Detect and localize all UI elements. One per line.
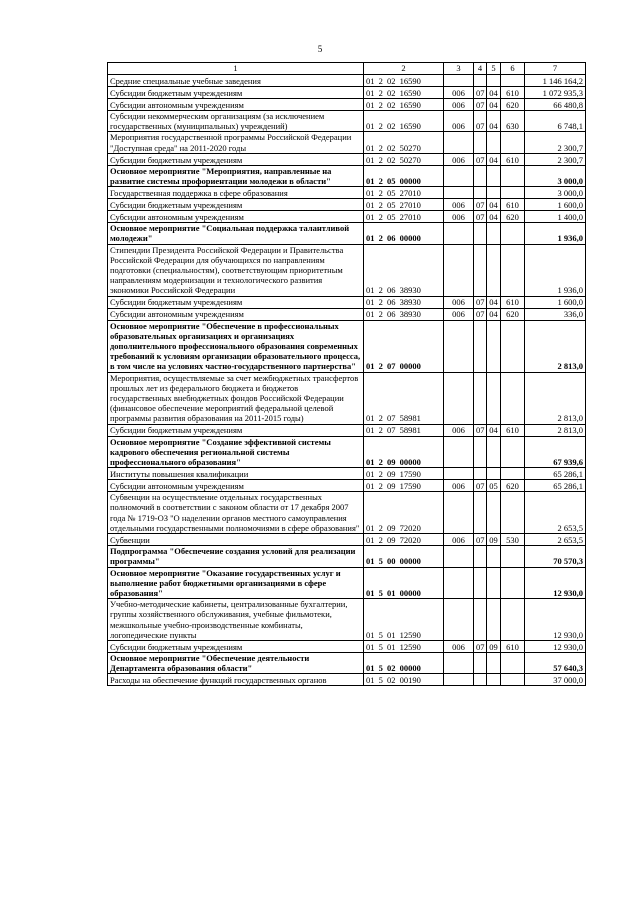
cell-amount: 1 072 935,3 xyxy=(525,87,586,99)
cell-amount: 2 813,0 xyxy=(525,320,586,372)
cell-c4 xyxy=(474,187,487,199)
cell-c3: 006 xyxy=(444,308,474,320)
cell-code: 01 2 05 27010 xyxy=(364,199,444,211)
cell-c3: 006 xyxy=(444,534,474,546)
cell-amount: 1 936,0 xyxy=(525,244,586,296)
header-cell: 2 xyxy=(364,63,444,75)
cell-c6 xyxy=(501,132,525,153)
cell-code: 01 2 06 38930 xyxy=(364,296,444,308)
cell-c4: 07 xyxy=(474,424,487,436)
cell-amount: 2 653,5 xyxy=(525,492,586,534)
cell-c4 xyxy=(474,674,487,686)
cell-name: Субсидии некоммерческим организациям (за исключением государственных (муниципальных) учреждений) xyxy=(108,111,364,132)
cell-c3 xyxy=(444,320,474,372)
cell-c3 xyxy=(444,187,474,199)
cell-code: 01 2 09 72020 xyxy=(364,492,444,534)
cell-c4 xyxy=(474,652,487,673)
table-row xyxy=(108,652,586,673)
cell-c5 xyxy=(487,468,501,480)
cell-amount: 3 000,0 xyxy=(525,187,586,199)
cell-name: Субсидии бюджетным учреждениям xyxy=(108,87,364,99)
cell-c6: 610 xyxy=(501,424,525,436)
cell-name: Основное мероприятие "Оказание государственных услуг и выполнение работ бюджетными организациями в сфере образования" xyxy=(108,567,364,599)
cell-c5: 09 xyxy=(487,534,501,546)
cell-code: 01 5 02 00190 xyxy=(364,674,444,686)
header-row xyxy=(108,63,586,75)
budget-table-body xyxy=(108,63,586,686)
cell-amount: 66 480,8 xyxy=(525,99,586,111)
cell-amount: 2 813,0 xyxy=(525,372,586,424)
cell-c6: 610 xyxy=(501,153,525,165)
cell-c3 xyxy=(444,567,474,599)
cell-c3: 006 xyxy=(444,480,474,492)
cell-c5: 04 xyxy=(487,211,501,223)
cell-c6 xyxy=(501,223,525,244)
cell-c5: 04 xyxy=(487,87,501,99)
header-cell: 5 xyxy=(487,63,501,75)
cell-code: 01 5 01 00000 xyxy=(364,567,444,599)
cell-code: 01 2 07 58981 xyxy=(364,424,444,436)
table-row xyxy=(108,599,586,641)
cell-code: 01 2 05 27010 xyxy=(364,211,444,223)
cell-c3: 006 xyxy=(444,199,474,211)
table-row xyxy=(108,199,586,211)
cell-amount: 67 939,6 xyxy=(525,436,586,468)
cell-c6: 530 xyxy=(501,534,525,546)
cell-c5 xyxy=(487,244,501,296)
cell-name: Субсидии бюджетным учреждениям xyxy=(108,424,364,436)
cell-amount: 3 000,0 xyxy=(525,165,586,186)
cell-name: Субсидии бюджетным учреждениям xyxy=(108,153,364,165)
table-row xyxy=(108,308,586,320)
cell-c4 xyxy=(474,223,487,244)
cell-c5: 04 xyxy=(487,199,501,211)
cell-code: 01 2 02 16590 xyxy=(364,111,444,132)
cell-name: Субсидии автономным учреждениям xyxy=(108,99,364,111)
cell-name: Стипендии Президента Российской Федерации и Правительства Российской Федерации для обучающихся по направлениям подготовки (специальностям), соответствующим приоритетным направлениям модернизации и технологического развития экономики Российской Федерации xyxy=(108,244,364,296)
header-cell: 3 xyxy=(444,63,474,75)
table-row xyxy=(108,674,586,686)
cell-c5: 04 xyxy=(487,308,501,320)
cell-c4: 07 xyxy=(474,153,487,165)
cell-c4 xyxy=(474,567,487,599)
cell-c4: 07 xyxy=(474,480,487,492)
cell-code: 01 2 05 27010 xyxy=(364,187,444,199)
cell-code: 01 2 07 00000 xyxy=(364,320,444,372)
budget-table xyxy=(107,62,586,686)
table-row xyxy=(108,480,586,492)
cell-amount: 6 748,1 xyxy=(525,111,586,132)
cell-c5 xyxy=(487,599,501,641)
cell-amount: 1 936,0 xyxy=(525,223,586,244)
cell-c4 xyxy=(474,546,487,567)
cell-amount: 12 930,0 xyxy=(525,567,586,599)
cell-c4: 07 xyxy=(474,99,487,111)
table-row xyxy=(108,436,586,468)
cell-amount: 1 600,0 xyxy=(525,296,586,308)
cell-c3 xyxy=(444,546,474,567)
cell-c4 xyxy=(474,436,487,468)
cell-c6: 620 xyxy=(501,308,525,320)
cell-c5: 04 xyxy=(487,111,501,132)
cell-c6 xyxy=(501,492,525,534)
cell-name: Субсидии автономным учреждениям xyxy=(108,308,364,320)
cell-c6: 620 xyxy=(501,99,525,111)
cell-amount: 1 600,0 xyxy=(525,199,586,211)
cell-c5 xyxy=(487,372,501,424)
cell-code: 01 5 01 12590 xyxy=(364,599,444,641)
cell-c6 xyxy=(501,599,525,641)
cell-name: Подпрограмма "Обеспечение создания условий для реализации программы" xyxy=(108,546,364,567)
cell-c5 xyxy=(487,132,501,153)
cell-c3: 006 xyxy=(444,153,474,165)
table-row xyxy=(108,187,586,199)
cell-c5 xyxy=(487,436,501,468)
cell-c5 xyxy=(487,320,501,372)
cell-c5: 04 xyxy=(487,99,501,111)
cell-code: 01 5 00 00000 xyxy=(364,546,444,567)
cell-c6 xyxy=(501,567,525,599)
cell-amount: 2 653,5 xyxy=(525,534,586,546)
table-row xyxy=(108,244,586,296)
cell-amount: 65 286,1 xyxy=(525,468,586,480)
table-row xyxy=(108,223,586,244)
table-row xyxy=(108,640,586,652)
cell-c6 xyxy=(501,320,525,372)
cell-c3: 006 xyxy=(444,211,474,223)
cell-c3 xyxy=(444,652,474,673)
cell-name: Расходы на обеспечение функций государственных органов xyxy=(108,674,364,686)
header-cell: 6 xyxy=(501,63,525,75)
table-row xyxy=(108,99,586,111)
table-row xyxy=(108,567,586,599)
cell-c5 xyxy=(487,492,501,534)
cell-code: 01 2 02 50270 xyxy=(364,153,444,165)
cell-amount: 1 400,0 xyxy=(525,211,586,223)
cell-name: Средние специальные учебные заведения xyxy=(108,75,364,87)
header-cell: 4 xyxy=(474,63,487,75)
cell-c5 xyxy=(487,567,501,599)
cell-c6: 620 xyxy=(501,211,525,223)
cell-name: Основное мероприятие "Обеспечение в профессиональных образовательных организациях и организациях дополнительного профессионального образования современных требований к условиям организации образовательного процесса, в том числе на условиях частно-государственного партнерства" xyxy=(108,320,364,372)
cell-c5: 04 xyxy=(487,296,501,308)
cell-c3: 006 xyxy=(444,99,474,111)
cell-code: 01 2 09 17590 xyxy=(364,480,444,492)
cell-c4 xyxy=(474,165,487,186)
cell-c6: 620 xyxy=(501,480,525,492)
cell-c3 xyxy=(444,75,474,87)
table-row xyxy=(108,87,586,99)
cell-amount: 2 300,7 xyxy=(525,132,586,153)
cell-amount: 12 930,0 xyxy=(525,640,586,652)
cell-c6 xyxy=(501,652,525,673)
cell-code: 01 2 02 16590 xyxy=(364,99,444,111)
cell-c4 xyxy=(474,599,487,641)
cell-code: 01 2 02 16590 xyxy=(364,75,444,87)
cell-amount: 2 813,0 xyxy=(525,424,586,436)
cell-c5 xyxy=(487,187,501,199)
header-cell: 7 xyxy=(525,63,586,75)
cell-code: 01 2 06 38930 xyxy=(364,308,444,320)
cell-c6 xyxy=(501,674,525,686)
cell-c6 xyxy=(501,165,525,186)
cell-c5 xyxy=(487,546,501,567)
table-row xyxy=(108,546,586,567)
table-row xyxy=(108,132,586,153)
cell-name: Субсидии автономным учреждениям xyxy=(108,480,364,492)
cell-c4: 07 xyxy=(474,534,487,546)
cell-code: 01 2 09 72020 xyxy=(364,534,444,546)
cell-c6 xyxy=(501,468,525,480)
cell-name: Мероприятия государственной программы Российской Федерации "Доступная среда" на 2011-2020 годы xyxy=(108,132,364,153)
cell-code: 01 2 02 16590 xyxy=(364,87,444,99)
cell-name: Субсидии бюджетным учреждениям xyxy=(108,199,364,211)
cell-c3: 006 xyxy=(444,640,474,652)
cell-code: 01 2 09 00000 xyxy=(364,436,444,468)
cell-name: Субвенции xyxy=(108,534,364,546)
cell-c3 xyxy=(444,674,474,686)
cell-name: Основное мероприятие "Обеспечение деятельности Департамента образования области" xyxy=(108,652,364,673)
cell-name: Субвенции на осуществление отдельных государственных полномочий в соответствии с законом области от 17 декабря 2007 года № 1719-ОЗ "О наделении органов местного самоуправления отдельными государственными полномочиями в сфере образования" xyxy=(108,492,364,534)
cell-c3 xyxy=(444,492,474,534)
cell-c3 xyxy=(444,468,474,480)
cell-c6 xyxy=(501,546,525,567)
cell-c6: 610 xyxy=(501,640,525,652)
table-row xyxy=(108,296,586,308)
cell-name: Субсидии автономным учреждениям xyxy=(108,211,364,223)
table-row xyxy=(108,372,586,424)
cell-amount: 37 000,0 xyxy=(525,674,586,686)
cell-c4 xyxy=(474,492,487,534)
cell-c4: 07 xyxy=(474,640,487,652)
cell-c6 xyxy=(501,372,525,424)
cell-code: 01 2 05 00000 xyxy=(364,165,444,186)
cell-c4 xyxy=(474,132,487,153)
cell-amount: 70 570,3 xyxy=(525,546,586,567)
cell-c3: 006 xyxy=(444,111,474,132)
cell-c6: 610 xyxy=(501,199,525,211)
cell-c4: 07 xyxy=(474,199,487,211)
cell-name: Учебно-методические кабинеты, централизованные бухгалтерии, группы хозяйственного обслуживания, учебные фильмотеки, межшкольные учебно-производственные комбинаты, логопедические пункты xyxy=(108,599,364,641)
cell-amount: 2 300,7 xyxy=(525,153,586,165)
cell-c4: 07 xyxy=(474,211,487,223)
cell-c5: 09 xyxy=(487,640,501,652)
cell-c5 xyxy=(487,75,501,87)
cell-c4 xyxy=(474,320,487,372)
cell-c3 xyxy=(444,599,474,641)
cell-name: Субсидии бюджетным учреждениям xyxy=(108,640,364,652)
cell-c5 xyxy=(487,165,501,186)
cell-c5 xyxy=(487,223,501,244)
cell-amount: 336,0 xyxy=(525,308,586,320)
cell-c6: 610 xyxy=(501,87,525,99)
cell-c3 xyxy=(444,132,474,153)
cell-name: Субсидии бюджетным учреждениям xyxy=(108,296,364,308)
cell-code: 01 2 06 38930 xyxy=(364,244,444,296)
cell-c4 xyxy=(474,468,487,480)
table-row xyxy=(108,424,586,436)
cell-c6: 630 xyxy=(501,111,525,132)
cell-code: 01 2 02 50270 xyxy=(364,132,444,153)
cell-c5 xyxy=(487,652,501,673)
table-row xyxy=(108,468,586,480)
header-cell: 1 xyxy=(108,63,364,75)
cell-c3 xyxy=(444,244,474,296)
cell-c3 xyxy=(444,223,474,244)
cell-c4 xyxy=(474,75,487,87)
cell-c6: 610 xyxy=(501,296,525,308)
cell-c4: 07 xyxy=(474,308,487,320)
cell-amount: 1 146 164,2 xyxy=(525,75,586,87)
cell-name: Основное мероприятие "Создание эффективной системы кадрового обеспечения региональной системы профессионального образования" xyxy=(108,436,364,468)
table-row xyxy=(108,211,586,223)
cell-code: 01 5 02 00000 xyxy=(364,652,444,673)
cell-c5: 04 xyxy=(487,424,501,436)
cell-c4 xyxy=(474,372,487,424)
cell-amount: 65 286,1 xyxy=(525,480,586,492)
cell-name: Основное мероприятие "Мероприятия, направленные на развитие системы профориентации молодежи в области" xyxy=(108,165,364,186)
table-row xyxy=(108,75,586,87)
cell-c3: 006 xyxy=(444,424,474,436)
table-row xyxy=(108,165,586,186)
cell-c3 xyxy=(444,165,474,186)
cell-c6 xyxy=(501,244,525,296)
table-row xyxy=(108,153,586,165)
cell-c4: 07 xyxy=(474,87,487,99)
cell-c3 xyxy=(444,436,474,468)
cell-c5 xyxy=(487,674,501,686)
cell-name: Институты повышения квалификации xyxy=(108,468,364,480)
cell-code: 01 5 01 12590 xyxy=(364,640,444,652)
cell-c5: 04 xyxy=(487,153,501,165)
cell-c3 xyxy=(444,372,474,424)
cell-amount: 12 930,0 xyxy=(525,599,586,641)
cell-amount: 57 640,3 xyxy=(525,652,586,673)
cell-code: 01 2 07 58981 xyxy=(364,372,444,424)
cell-c4: 07 xyxy=(474,111,487,132)
table-row xyxy=(108,534,586,546)
page-number: 5 xyxy=(317,44,323,54)
cell-name: Государственная поддержка в сфере образования xyxy=(108,187,364,199)
cell-c3: 006 xyxy=(444,87,474,99)
table-row xyxy=(108,320,586,372)
cell-code: 01 2 09 17590 xyxy=(364,468,444,480)
cell-c6 xyxy=(501,187,525,199)
cell-name: Основное мероприятие "Социальная поддержка талантливой молодежи" xyxy=(108,223,364,244)
cell-c5: 05 xyxy=(487,480,501,492)
table-row xyxy=(108,492,586,534)
cell-name: Мероприятия, осуществляемые за счет межбюджетных трансфертов прошлых лет из федерального бюджета и бюджетов государственных внебюджетных фондов Российской Федерации (финансовое обеспечение мероприятий федеральной целевой программы развития образования на 2011-2015 годы) xyxy=(108,372,364,424)
cell-c3: 006 xyxy=(444,296,474,308)
cell-c4: 07 xyxy=(474,296,487,308)
table-row xyxy=(108,111,586,132)
cell-code: 01 2 06 00000 xyxy=(364,223,444,244)
cell-c4 xyxy=(474,244,487,296)
cell-c6 xyxy=(501,75,525,87)
cell-c6 xyxy=(501,436,525,468)
